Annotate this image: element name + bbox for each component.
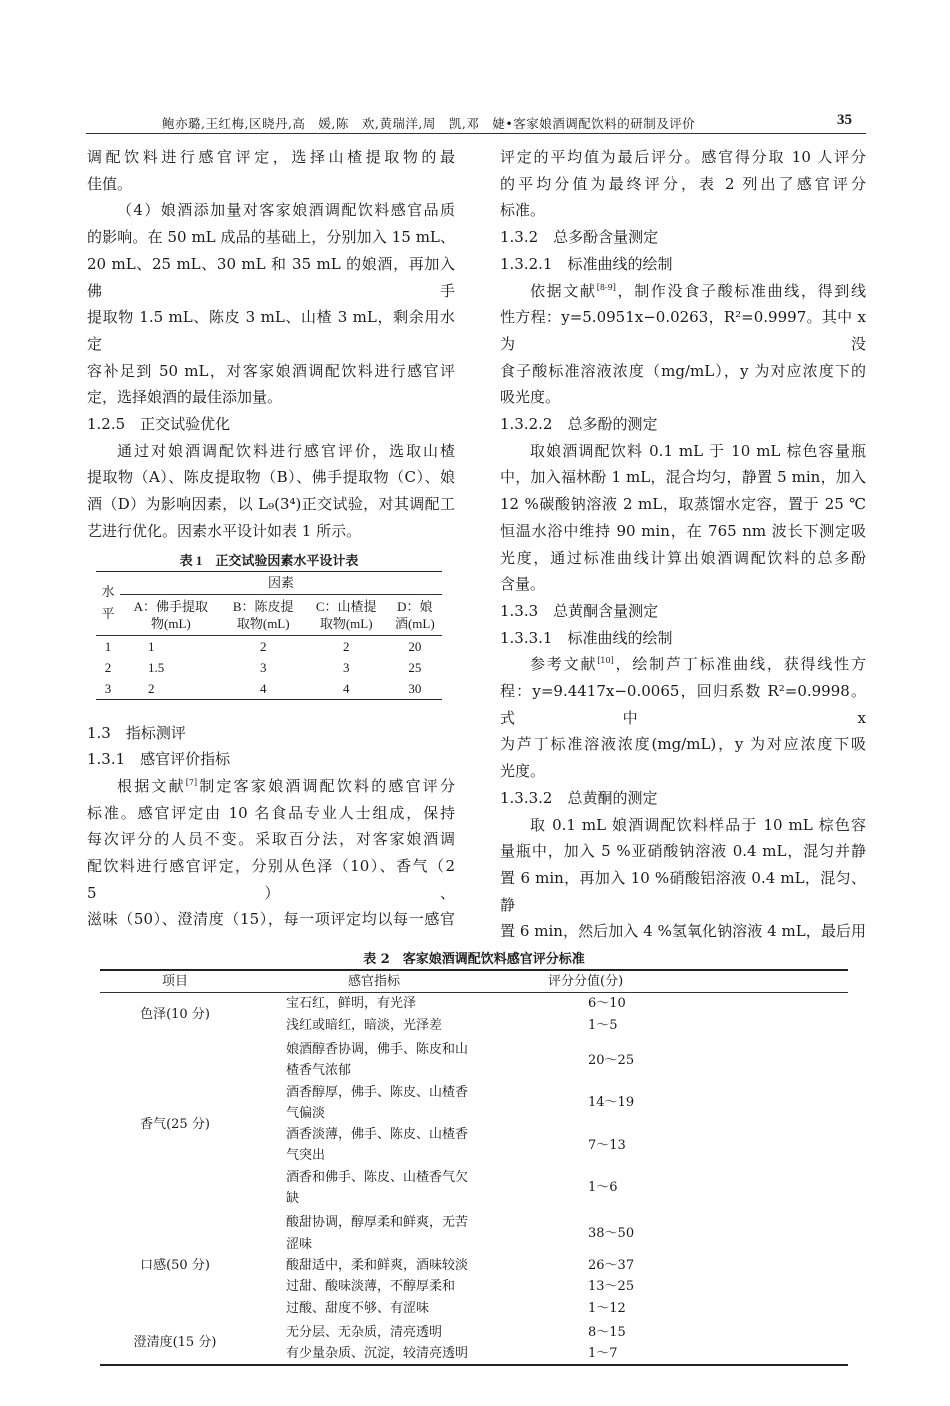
table-2 [100, 951, 848, 1366]
header-indicator: 感官指标 [347, 974, 400, 990]
table-cell: 2 [259, 638, 267, 654]
text-line: 依据文献[8-9]，制作没食子酸标准曲线，得到线 [530, 281, 866, 300]
table-cell: 2 [148, 680, 155, 696]
table-cell: 2 [104, 659, 112, 675]
text-line: 程：y=9.4417x−0.0065，回归系数 R²=0.9998。式中 x [500, 682, 866, 727]
paragraph [87, 197, 455, 411]
paragraph [500, 438, 866, 598]
text-line: 标准。感官评定由 10 名食品专业人士组成，保持 [87, 803, 455, 822]
text-line: 为芦丁标准溶液浓度(mg/mL)，y 为对应浓度下吸 [500, 735, 866, 754]
criterion-item: 澄清度(15 分) [133, 1335, 217, 1351]
text-line: 12 %碳酸钠溶液 2 mL，取蒸馏水定容，置于 25 ℃ [500, 495, 866, 514]
paragraph [87, 144, 455, 197]
table-row [96, 657, 442, 678]
section-heading: 1.3.3.1 标准曲线的绘制 [500, 628, 673, 647]
paragraph [500, 812, 866, 946]
text-line: 根据文献[7]制定客家娘酒调配饮料的感官评分 [117, 776, 455, 795]
criterion-indicator: 酒香醇厚，佛手、陈皮、山楂香气偏淡 [286, 1084, 469, 1121]
table-2-caption: 表 2 客家娘酒调配饮料感官评分标准 [363, 952, 585, 968]
page-number: 35 [837, 112, 852, 128]
header-rule [86, 133, 866, 134]
page-body [87, 144, 866, 1406]
criterion-item: 香气(25 分) [140, 1116, 210, 1132]
text-line: 通过对娘酒调配饮料进行感官评价，选取山楂 [117, 441, 455, 460]
criterion-indicator: 过酸、甜度不够、有涩味 [286, 1300, 430, 1316]
col-b-1: B：陈皮提 [232, 598, 294, 614]
table-cell: 3 [342, 659, 350, 675]
text-line: 评定的平均值为最后评分。感官得分取 10 人评分 [500, 148, 866, 166]
text-line: 标准。 [500, 201, 546, 220]
text-line: 食子酸标准溶液浓度（mg/mL），y 为对应浓度下的 [500, 361, 866, 380]
criterion-score: 1～12 [588, 1300, 626, 1316]
table-cell: 1 [104, 638, 112, 654]
table-cell: 1 [148, 638, 155, 654]
criterion-indicator: 浅红或暗红，暗淡，光泽差 [286, 1017, 443, 1033]
table-cell: 20 [408, 638, 422, 654]
citation-superscript: [8-9] [596, 282, 616, 292]
section-heading: 1.2.5 正交试验优化 [87, 415, 231, 434]
text-line: 取娘酒调配饮料 0.1 mL 于 10 mL 棕色容量瓶 [530, 441, 866, 460]
col-c-2: 取物(mL) [319, 615, 373, 631]
criterion-item: 口感(50 分) [140, 1257, 210, 1273]
text-line: 酒（D）为影响因素，以 L₉(3⁴)正交试验，对其调配工 [87, 495, 455, 514]
left-column [87, 144, 455, 933]
text-line: 置 6 min，再加入 10 %硝酸铝溶液 0.4 mL，混匀、静 [500, 868, 866, 914]
text-line: 配饮料进行感官评定，分别从色泽（10）、香气（25）、 [87, 857, 455, 902]
text-line: 置 6 min，然后加入 4 %氢氧化钠溶液 4 mL，最后用 [500, 922, 866, 941]
criterion-score: 38～50 [588, 1226, 635, 1241]
section-heading: 1.3.3.2 总黄酮的测定 [500, 788, 658, 807]
paragraph [500, 278, 866, 412]
text-line: （4）娘酒添加量对客家娘酒调配饮料感官品质 [117, 201, 455, 220]
section-heading: 1.3.3 总黄酮含量测定 [500, 601, 659, 620]
text-line: 量瓶中，加入 5 %亚硝酸钠溶液 0.4 mL，混匀并静 [500, 842, 866, 861]
running-header [100, 112, 860, 132]
table-cell: 3 [259, 659, 267, 675]
text-line: 容补足到 50 mL，对客家娘酒调配饮料进行感官评 [87, 361, 455, 380]
text-line: 吸光度。 [500, 388, 561, 407]
table-cell: 2 [342, 638, 350, 654]
table-row [100, 1320, 848, 1343]
criterion-score: 6～10 [588, 996, 626, 1012]
text-line: 光度，通过标准曲线计算出娘酒调配饮料的总多酚 [500, 548, 866, 567]
criterion-item: 色泽(10 分) [140, 1007, 210, 1023]
table-cell: 4 [259, 680, 267, 696]
section-heading: 1.3 指标测评 [87, 723, 186, 742]
text-line: 每次评分的人员不变。采取百分法，对客家娘酒调 [87, 830, 455, 849]
table-row [96, 635, 442, 657]
text-line: 性方程：y=5.0951x−0.0263，R²=0.9997。其中 x 为没 [500, 308, 866, 353]
col-a-2: 物(mL) [151, 615, 191, 631]
paragraph [500, 651, 866, 785]
criterion-score: 1～7 [588, 1346, 618, 1362]
criterion-score: 1～5 [588, 1017, 618, 1033]
left-column-top [87, 144, 455, 545]
level-header-1: 水 [101, 584, 115, 600]
criterion-indicator: 娘酒醇香协调，佛手、陈皮和山楂香气浓郁 [286, 1041, 469, 1079]
text-line: 佳值。 [87, 174, 133, 193]
criterion-score: 13～25 [588, 1279, 635, 1295]
text-line: 提取物 1.5 mL、陈皮 3 mL、山楂 3 mL，剩余用水定 [87, 308, 455, 353]
col-c-1: C：山楂提 [315, 598, 377, 614]
text-line: 调配饮料进行感官评定，选择山楂提取物的最 [87, 148, 455, 166]
col-a-1: A：佛手提取 [133, 598, 209, 614]
two-column-layout [87, 144, 866, 945]
running-header-authors-title: 鲍亦璐,王红梅,区晓丹,高 媛,陈 欢,黄瑞洋,周 凯,邓 婕•客家娘酒调配饮料的研制及评价 [162, 116, 696, 131]
table-1-caption: 表 1 正交试验因素水平设计表 [179, 552, 359, 568]
criterion-indicator: 酸甜适中，柔和鲜爽，酒味较淡 [286, 1257, 469, 1273]
table-1 [96, 551, 442, 700]
criterion-indicator: 无分层、无杂质，清亮透明 [286, 1324, 443, 1340]
citation-superscript: [7] [185, 777, 198, 787]
section-heading: 1.3.2.1 标准曲线的绘制 [500, 254, 673, 273]
text-line: 艺进行优化。因素水平设计如表 1 所示。 [87, 521, 362, 540]
text-line: 提取物（A）、陈皮提取物（B）、佛手提取物（C）、娘 [87, 468, 455, 487]
right-column-wrap [500, 144, 866, 945]
citation-superscript: [10] [597, 656, 614, 666]
text-line: 滋味（50）、澄清度（15），每一项评定均以每一感官 [87, 910, 455, 929]
text-line: 恒温水浴中维持 90 min，在 765 nm 波长下测定吸 [500, 521, 866, 540]
criterion-score: 1～6 [588, 1180, 618, 1196]
header-item: 项目 [161, 974, 188, 990]
text-line: 取 0.1 mL 娘酒调配饮料样品于 10 mL 棕色容 [530, 815, 866, 834]
table-cell: 1.5 [148, 659, 165, 675]
criterion-indicator: 酒香淡薄，佛手、陈皮、山楂香气突出 [286, 1127, 469, 1164]
table-cell: 30 [408, 680, 422, 696]
criterion-indicator: 宝石红，鲜明，有光泽 [286, 996, 417, 1012]
table-cell: 3 [104, 680, 112, 696]
right-column [500, 144, 866, 945]
section-heading: 1.3.2.2 总多酚的测定 [500, 415, 658, 434]
level-header-2: 平 [101, 606, 115, 622]
table-row [96, 678, 442, 700]
criterion-score: 26～37 [588, 1257, 635, 1273]
paragraph [87, 773, 455, 933]
paragraph [87, 438, 455, 545]
col-d-2: 酒(mL) [394, 615, 435, 631]
table-row [100, 993, 848, 1015]
text-line: 的平均分值为最终评分，表 2 列出了感官评分 [500, 174, 866, 193]
header-score: 评分分值(分) [548, 974, 624, 990]
paragraph [500, 144, 866, 224]
text-line: 20 mL、25 mL、30 mL 和 35 mL 的娘酒，再加入佛手 [87, 254, 455, 300]
criterion-score: 7～13 [588, 1137, 626, 1153]
table-row [100, 1211, 848, 1255]
col-b-2: 取物(mL) [236, 615, 290, 631]
text-line: 中，加入福林酚 1 mL，混合均匀，静置 5 min，加入 [500, 468, 866, 487]
section-heading: 1.3.2 总多酚含量测定 [500, 228, 659, 247]
text-line: 光度。 [500, 762, 546, 781]
criterion-indicator: 酒香和佛手、陈皮、山楂香气欠缺 [286, 1169, 469, 1207]
col-d-1: D：娘 [397, 598, 433, 614]
criterion-indicator: 有少量杂质、沉淀，较清亮透明 [286, 1346, 469, 1362]
table-cell: 25 [408, 659, 422, 675]
text-line: 的影响。在 50 mL 成品的基础上，分别加入 15 mL、 [87, 228, 455, 247]
text-line: 含量。 [500, 575, 546, 594]
table-row [100, 1037, 848, 1081]
table-cell: 4 [342, 680, 350, 696]
text-line: 参考文献[10]，绘制芦丁标准曲线，获得线性方 [530, 655, 866, 674]
criterion-score: 14～19 [588, 1095, 635, 1111]
left-column-bottom [87, 720, 455, 934]
criterion-score: 20～25 [588, 1052, 635, 1068]
criterion-score: 8～15 [588, 1324, 626, 1340]
section-heading: 1.3.1 感官评价指标 [87, 750, 231, 769]
factor-header: 因素 [120, 571, 442, 594]
criterion-indicator: 酸甜协调，醇厚柔和鲜爽，无苦涩味 [286, 1215, 469, 1252]
text-line: 定，选择娘酒的最佳添加量。 [87, 388, 283, 407]
criterion-indicator: 过甜、酸味淡薄，不醇厚柔和 [286, 1279, 456, 1295]
